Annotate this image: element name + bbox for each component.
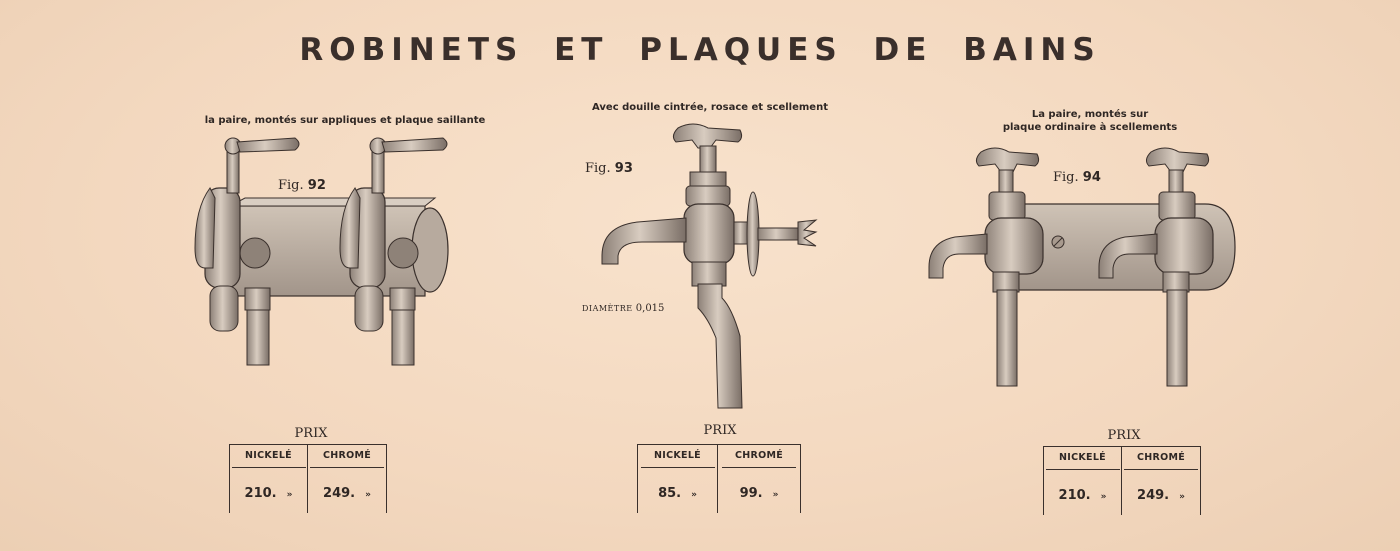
fig93-prix-label: PRIX bbox=[703, 423, 737, 438]
fig92-illustration bbox=[185, 128, 460, 373]
fig94-prix-label: PRIX bbox=[1107, 428, 1141, 443]
nickele-price: 210. bbox=[244, 485, 277, 501]
ditto-mark: » bbox=[286, 489, 293, 500]
nickele-price: 85. bbox=[658, 485, 682, 501]
fig93-label: Fig. 93 bbox=[585, 161, 633, 176]
ditto-mark: » bbox=[772, 489, 779, 500]
fig94-price-table bbox=[1043, 446, 1201, 515]
fig93-price-table bbox=[637, 444, 801, 513]
fig92-price-table bbox=[229, 444, 387, 513]
nickele-header: NICKELÉ bbox=[1046, 452, 1120, 470]
ditto-mark: » bbox=[365, 489, 371, 500]
nickele-header: NICKELÉ bbox=[232, 450, 306, 468]
nickele-header: NICKELÉ bbox=[641, 450, 715, 468]
fig92-label: Fig. 92 bbox=[278, 178, 326, 193]
fig92-prix-label: PRIX bbox=[294, 426, 328, 441]
ditto-mark: » bbox=[1179, 491, 1185, 502]
fig92-caption: la paire, montés sur appliques et plaque saillante bbox=[204, 115, 486, 126]
fig94-caption: La paire, montés sur plaque ordinaire à scellements bbox=[1002, 109, 1178, 133]
chrome-header: CHROMÉ bbox=[310, 450, 384, 468]
page-title: ROBINETS ET PLAQUES DE BAINS bbox=[299, 32, 1101, 68]
chrome-price: 99. bbox=[739, 485, 763, 501]
nickele-price: 210. bbox=[1058, 487, 1091, 503]
ditto-mark: » bbox=[691, 489, 697, 500]
chrome-price: 249. bbox=[1137, 487, 1170, 503]
fig93-caption: Avec douille cintrée, rosace et scellement bbox=[592, 102, 828, 113]
chrome-price: 249. bbox=[323, 485, 356, 501]
fig94-label: Fig. 94 bbox=[1053, 170, 1101, 185]
chrome-header: CHROMÉ bbox=[722, 450, 796, 468]
ditto-mark: » bbox=[1100, 491, 1107, 502]
chrome-header: CHROMÉ bbox=[1124, 452, 1198, 470]
fig93-diameter: DIAMÈTRE 0,015 bbox=[582, 303, 665, 314]
